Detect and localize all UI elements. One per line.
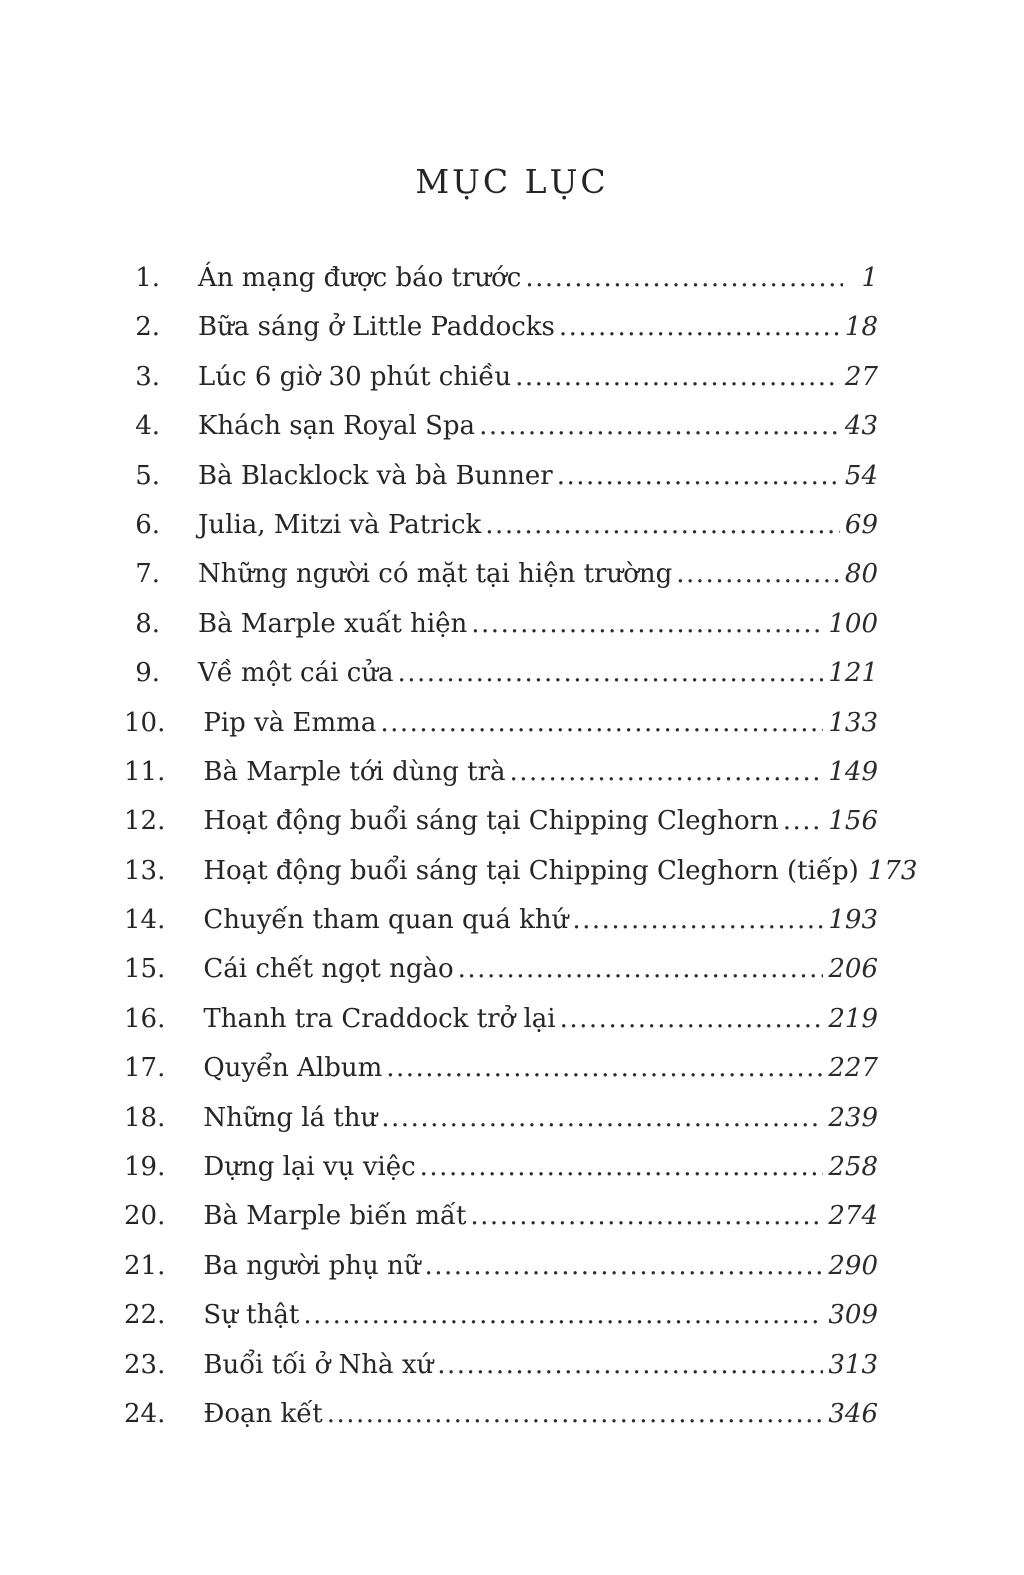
toc-entry <box>124 402 878 451</box>
chapter-title: Hoạt động buổi sáng tại Chipping Cleghorn (tiếp) <box>203 855 859 886</box>
toc-list <box>0 254 1024 1439</box>
page-number: 258 <box>828 1152 878 1183</box>
chapter-title: Buổi tối ở Nhà xứ <box>203 1349 434 1380</box>
toc-entry <box>124 1341 878 1390</box>
toc-entry <box>124 649 878 698</box>
chapter-title: Bà Marple xuất hiện <box>198 608 468 639</box>
chapter-title: Dựng lại vụ việc <box>203 1152 416 1183</box>
toc-entry <box>124 945 878 994</box>
chapter-number: 15. <box>124 954 166 985</box>
page-number: 227 <box>828 1053 878 1084</box>
dot-leader <box>381 1094 823 1143</box>
chapter-number: 18. <box>124 1102 166 1133</box>
dot-leader <box>458 945 824 994</box>
toc-entry <box>124 847 918 896</box>
chapter-title: Julia, Mitzi và Patrick <box>198 509 482 540</box>
chapter-title: Những người có mặt tại hiện trường <box>198 559 673 590</box>
dot-leader <box>525 254 843 303</box>
dot-leader <box>470 1192 823 1241</box>
toc-entry <box>124 995 878 1044</box>
dot-leader <box>479 402 840 451</box>
chapter-number: 12. <box>124 806 166 837</box>
chapter-number: 6. <box>135 509 160 540</box>
dot-leader <box>560 995 824 1044</box>
toc-entry <box>124 254 878 303</box>
page-number: 133 <box>828 707 878 738</box>
chapter-number: 10. <box>124 707 166 738</box>
chapter-title: Quyển Album <box>203 1053 383 1084</box>
toc-entry <box>124 1143 878 1192</box>
dot-leader <box>386 1044 823 1093</box>
chapter-title: Bà Marple tới dùng trà <box>203 756 506 787</box>
chapter-number: 13. <box>124 855 166 886</box>
dot-leader <box>783 797 824 846</box>
chapter-number: 19. <box>124 1152 166 1183</box>
chapter-number: 11. <box>124 756 166 787</box>
dot-leader <box>420 1143 824 1192</box>
chapter-title: Lúc 6 giờ 30 phút chiều <box>198 361 512 392</box>
dot-leader <box>515 353 840 402</box>
toc-entry <box>124 1390 878 1439</box>
page-number: 346 <box>828 1398 878 1429</box>
page-number: 193 <box>828 905 878 936</box>
chapter-number: 16. <box>124 1003 166 1034</box>
toc-entry <box>124 452 878 501</box>
page-number: 206 <box>828 954 878 985</box>
chapter-title: Những lá thư <box>203 1102 378 1133</box>
page-title: MỤC LỤC <box>415 162 609 201</box>
dot-leader <box>380 699 823 748</box>
toc-entry <box>124 1242 878 1291</box>
dot-leader <box>676 550 840 599</box>
dot-leader <box>303 1291 823 1340</box>
page-number: 54 <box>844 460 878 491</box>
toc-entry <box>124 501 878 550</box>
chapter-number: 3. <box>135 361 160 392</box>
page-number: 27 <box>844 361 878 392</box>
page-number: 80 <box>844 559 878 590</box>
page-number: 100 <box>828 608 878 639</box>
page-number: 290 <box>828 1250 878 1281</box>
chapter-title: Bà Blacklock và bà Bunner <box>198 460 553 491</box>
dot-leader <box>327 1390 824 1439</box>
page-number: 274 <box>828 1201 878 1232</box>
chapter-number: 4. <box>135 411 160 442</box>
chapter-title: Hoạt động buổi sáng tại Chipping Cleghorn <box>203 806 779 837</box>
chapter-title: Bữa sáng ở Little Paddocks <box>198 312 555 343</box>
dot-leader <box>559 303 840 352</box>
chapter-number: 17. <box>124 1053 166 1084</box>
toc-entry <box>124 1192 878 1241</box>
page-number: 1 <box>861 263 878 293</box>
page-number: 309 <box>828 1300 878 1331</box>
chapter-number: 14. <box>124 905 166 936</box>
toc-entry <box>124 797 878 846</box>
chapter-number: 8. <box>135 608 160 639</box>
toc-entry <box>124 600 878 649</box>
chapter-number: 24. <box>124 1398 166 1429</box>
page-number: 69 <box>844 509 878 540</box>
page-number: 149 <box>828 756 878 787</box>
chapter-title: Thanh tra Craddock trở lại <box>203 1003 556 1034</box>
dot-leader <box>557 452 840 501</box>
chapter-title: Pip và Emma <box>203 707 377 738</box>
chapter-number: 5. <box>135 460 160 491</box>
chapter-number: 21. <box>124 1250 166 1281</box>
toc-entry <box>124 303 878 352</box>
chapter-title: Chuyến tham quan quá khứ <box>203 905 569 936</box>
chapter-title: Đoạn kết <box>203 1398 323 1429</box>
page-number: 173 <box>867 855 918 886</box>
page-number: 156 <box>828 806 878 837</box>
chapter-title: Về một cái cửa <box>198 658 394 689</box>
chapter-title: Án mạng được báo trước <box>198 263 522 293</box>
dot-leader <box>510 748 824 797</box>
toc-entry <box>124 1291 878 1340</box>
toc-entry <box>124 1044 878 1093</box>
dot-leader <box>425 1242 824 1291</box>
toc-entry <box>124 896 878 945</box>
dot-leader <box>398 649 824 698</box>
chapter-number: 2. <box>135 312 160 343</box>
chapter-title: Bà Marple biến mất <box>203 1201 467 1232</box>
chapter-number: 7. <box>135 559 160 590</box>
page-number: 121 <box>828 658 878 689</box>
chapter-number: 23. <box>124 1349 166 1380</box>
dot-leader <box>485 501 840 550</box>
toc-entry <box>124 699 878 748</box>
dot-leader <box>572 896 823 945</box>
chapter-number: 9. <box>135 658 160 689</box>
toc-entry <box>124 353 878 402</box>
toc-entry <box>124 748 878 797</box>
dot-leader <box>437 1341 823 1390</box>
chapter-title: Khách sạn Royal Spa <box>198 411 476 442</box>
chapter-number: 22. <box>124 1300 166 1331</box>
toc-entry <box>124 1094 878 1143</box>
chapter-title: Sự thật <box>203 1300 300 1331</box>
chapter-title: Ba người phụ nữ <box>203 1250 421 1281</box>
page-number: 219 <box>828 1003 878 1034</box>
page-number: 43 <box>844 411 878 442</box>
chapter-number: 20. <box>124 1201 166 1232</box>
chapter-title: Cái chết ngọt ngào <box>203 954 454 985</box>
page-number: 239 <box>828 1102 878 1133</box>
chapter-number: 1. <box>135 263 160 293</box>
page-number: 18 <box>844 312 878 343</box>
dot-leader <box>471 600 823 649</box>
toc-entry <box>124 550 878 599</box>
page-number: 313 <box>828 1349 878 1380</box>
